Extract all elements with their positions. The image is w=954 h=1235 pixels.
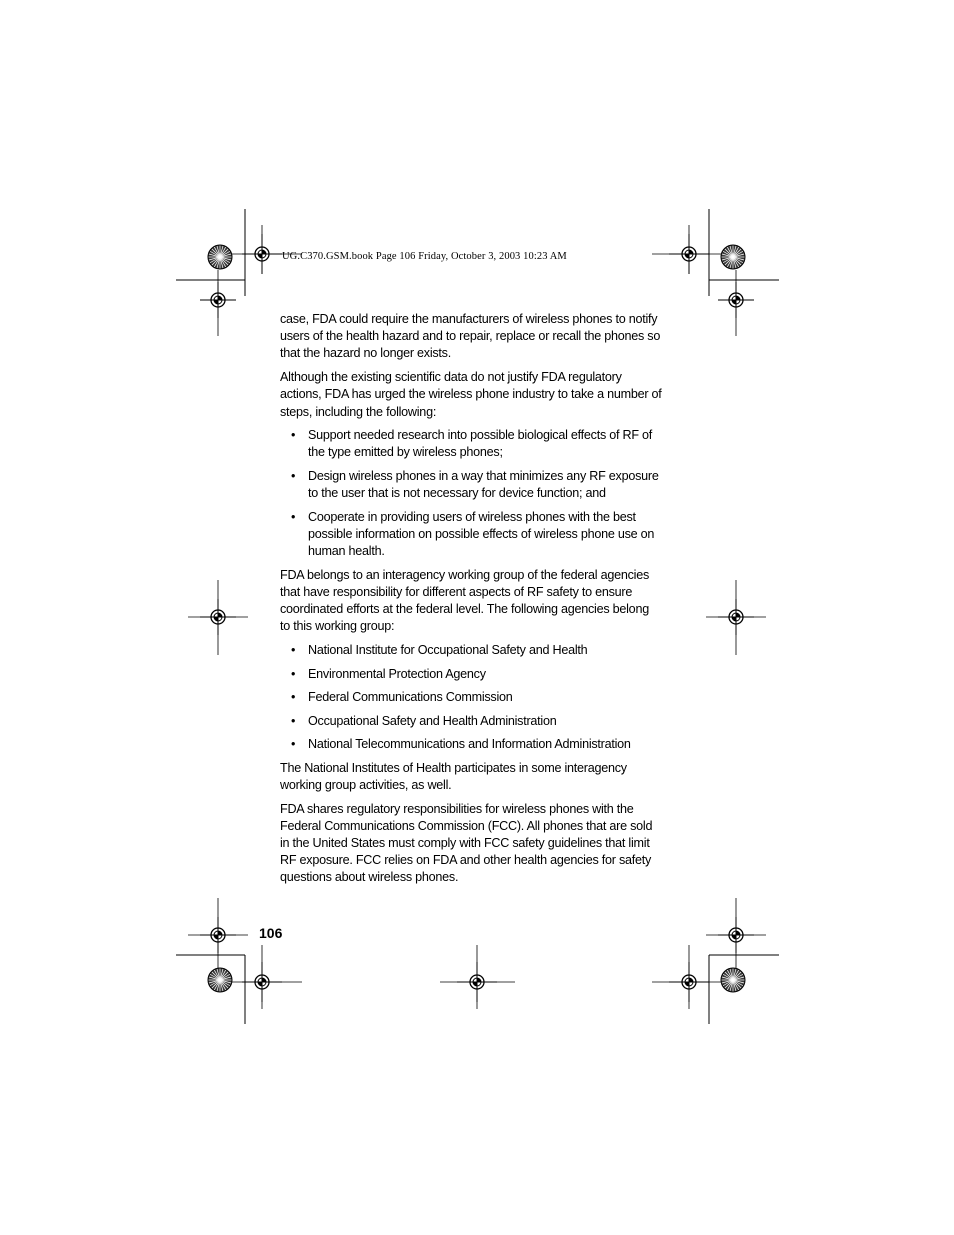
list-item-text: National Telecommunications and Information Administration [308,737,631,752]
list-item [280,468,662,502]
bullet-icon: • [291,737,296,752]
list-item-text: National Institute for Occupational Safety and Health [308,643,588,658]
bullet-icon: • [291,666,296,681]
paragraph-fda-recall: case, FDA could require the manufacturers of wireless phones to notify users of the health hazard and to repair, replace or recall the phones so that the hazard no longer exists. [280,312,661,361]
list-item-text: Cooperate in providing users of wireless phones with the best possible information on possible effects of wireless phone use on human health. [308,509,655,559]
agencies-list [280,642,662,753]
paragraph-nih: The National Institutes of Health participates in some interagency working group activities, as well. [280,760,627,792]
bullet-icon: • [291,428,296,443]
list-item [280,713,662,730]
starburst-registration-icon [208,968,232,992]
page-number: 106 [259,925,283,941]
starburst-registration-icon [208,245,232,269]
list-item-text: Environmental Protection Agency [308,666,486,681]
list-item [280,666,662,683]
bullet-icon: • [291,468,296,483]
list-item-text: Design wireless phones in a way that minimizes any RF exposure to the user that is not necessary for device function; and [308,468,659,501]
list-item [280,642,662,659]
starburst-registration-icon [721,245,745,269]
print-slug-header: UG.C370.GSM.book Page 106 Friday, October 3, 2003 10:23 AM [282,251,567,262]
paragraph-fda-urged: Although the existing scientific data do not justify FDA regulatory actions, FDA has urged the wireless phone industry to take a number of steps, including the following: [280,370,662,419]
list-item [280,689,662,706]
bullet-icon: • [291,713,296,728]
starburst-registration-icon [721,968,745,992]
page-body [280,311,662,893]
bullet-icon: • [291,643,296,658]
list-item-text: Support needed research into possible biological effects of RF of the type emitted by wireless phones; [308,428,653,460]
list-item-text: Federal Communications Commission [308,690,513,705]
list-item-text: Occupational Safety and Health Administration [308,713,557,728]
list-item [280,736,662,753]
paragraph-working-group: FDA belongs to an interagency working group of the federal agencies that have responsibility for different aspects of RF safety to ensure coordinated efforts at the federal level. The following agencies belong to this working group: [280,567,650,634]
list-item [280,427,662,461]
bullet-icon: • [291,509,296,524]
steps-list [280,427,662,560]
list-item [280,509,662,561]
bullet-icon: • [291,690,296,705]
paragraph-fcc: FDA shares regulatory responsibilities for wireless phones with the Federal Communications Commission (FCC). All phones that are sold in the United States must comply with FCC safety guidelines that limit RF exposure. FCC relies on FDA and other health agencies for safety questions about wireless phones. [280,801,653,885]
